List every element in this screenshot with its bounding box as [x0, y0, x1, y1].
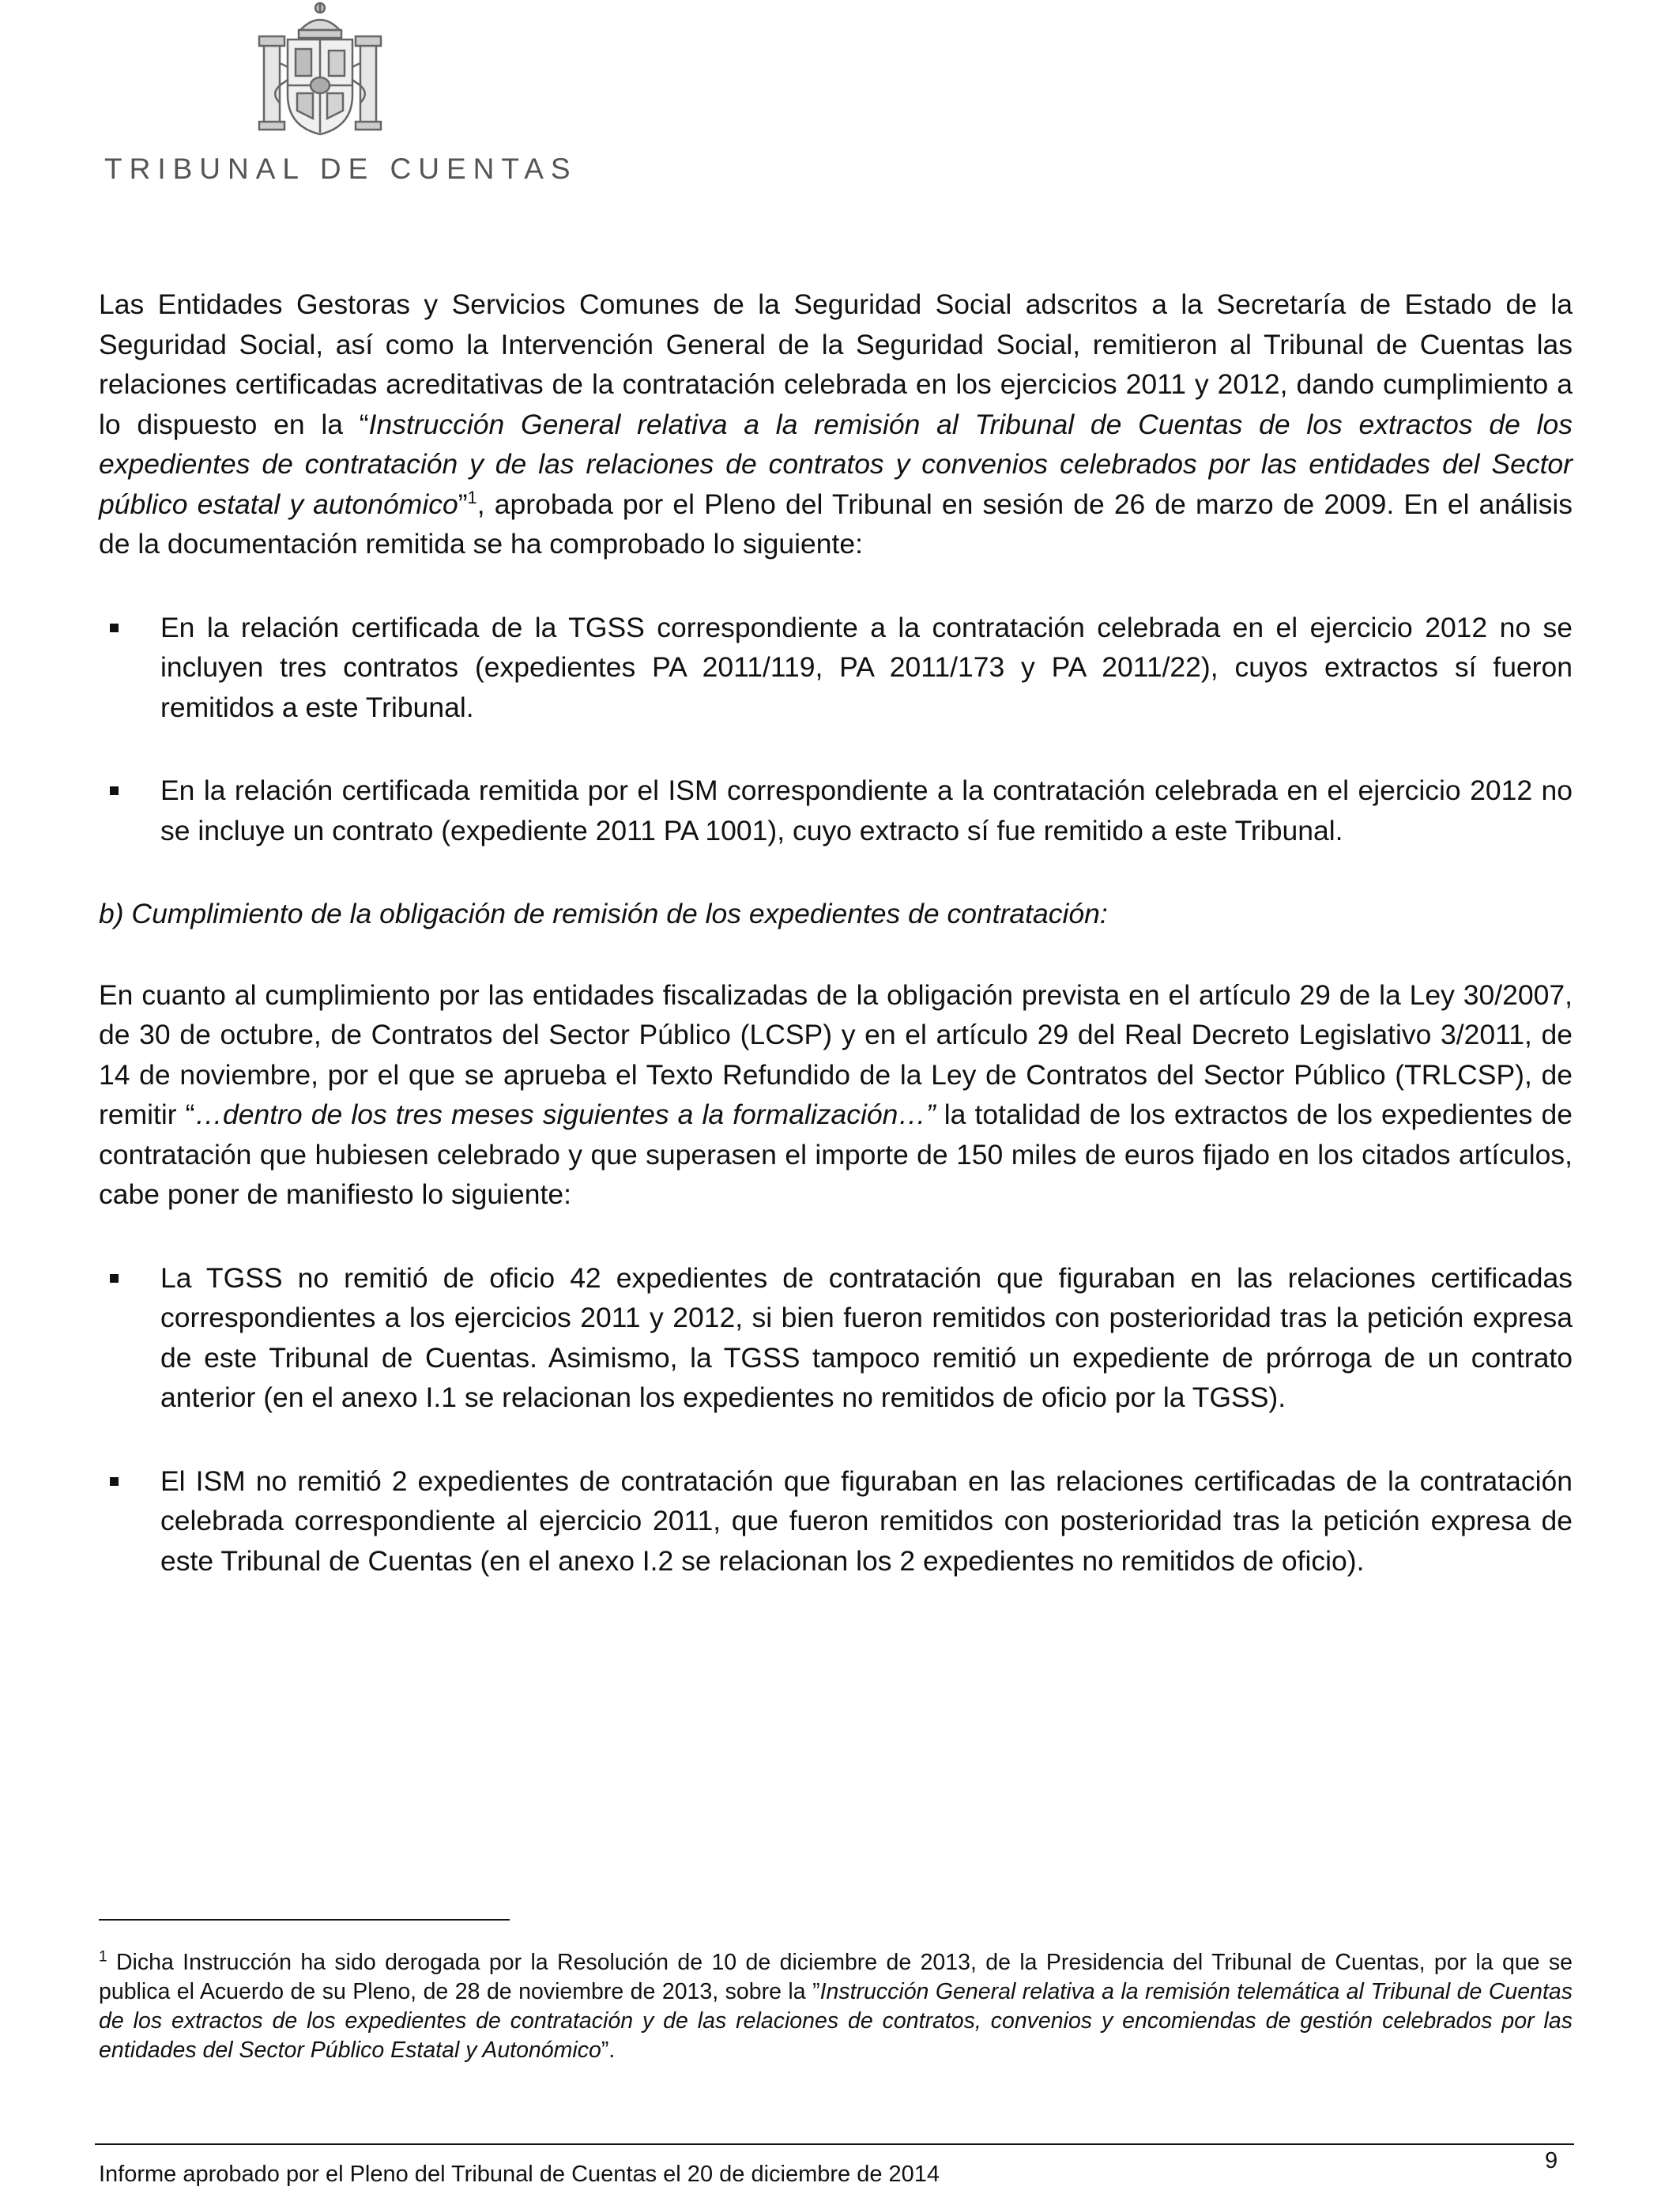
- findings-list-2: [99, 1258, 1573, 1581]
- compliance-text-2: la totalidad de los extractos de los expedientes de contratación que hubiesen celebrado y que superasen el importe de 150 miles de euros fijado en los citados artículos, cabe poner de manifiesto lo siguiente:: [99, 1099, 1573, 1210]
- footnote-text-1: Dicha Instrucción ha sido derogada por la Resolución de 10 de diciembre de 2013, de la Presidencia del Tribunal de Cuentas, por la que se publica el Acuerdo de su Pleno, de 28 de noviembre de 2013, sobre la ”: [99, 1950, 1573, 2004]
- document-body: [99, 285, 1573, 1624]
- coat-of-arms-icon: [253, 0, 387, 141]
- footer-separator: [95, 2143, 1574, 2145]
- intro-paragraph: [99, 285, 1573, 564]
- list-item: [99, 1461, 1573, 1581]
- compliance-paragraph: [99, 975, 1573, 1215]
- intro-text-2: ”: [458, 488, 468, 520]
- list-item: [99, 608, 1573, 728]
- findings-list-1: [99, 608, 1573, 851]
- list-item: [99, 771, 1573, 850]
- footnote: [99, 1948, 1573, 2065]
- list-item-text: El ISM no remitió 2 expedientes de contratación que figuraban en las relaciones certificadas de la contratación celebrada correspondiente al ejercicio 2011, que fueron remitidos con posterioridad tras la petición expresa de este Tribunal de Cuentas (en el anexo I.2 se relacionan los 2 expedientes no remitidos de oficio).: [160, 1465, 1573, 1577]
- list-item-text: En la relación certificada de la TGSS correspondiente a la contratación celebrada en el ejercicio 2012 no se incluyen tres contratos (expedientes PA 2011/119, PA 2011/173 y PA 2011/22), cuyos extractos sí fueron remitidos a este Tribunal.: [160, 611, 1573, 723]
- footnote-reference: 1: [467, 487, 477, 507]
- footer-text: Informe aprobado por el Pleno del Tribunal de Cuentas el 20 de diciembre de 2014: [99, 2162, 940, 2187]
- org-name: TRIBUNAL DE CUENTAS: [104, 153, 578, 185]
- square-bullet-icon: [110, 624, 119, 632]
- list-item: [99, 1258, 1573, 1418]
- square-bullet-icon: [110, 1477, 119, 1486]
- footnote-separator: [99, 1919, 510, 1921]
- footnote-number: 1: [99, 1948, 107, 1966]
- intro-text-3: , aprobada por el Pleno del Tribunal en sesión de 26 de marzo de 2009. En el análisis de la documentación remitida se ha comprobado lo siguiente:: [99, 488, 1573, 560]
- page-header: [0, 0, 1680, 205]
- square-bullet-icon: [110, 1274, 119, 1283]
- intro-text-1: Las Entidades Gestoras y Servicios Comunes de la Seguridad Social adscritos a la Secretaría de Estado de la Seguridad Social, así como la Intervención General de la Seguridad Social, remitieron al Tribunal de Cuentas las relaciones certificadas acreditativas de la contratación celebrada en los ejercicios 2011 y 2012, dando cumplimiento a lo dispuesto en la “: [99, 288, 1573, 440]
- intro-italic-title: Instrucción General relativa a la remisión al Tribunal de Cuentas de los extractos de los expedientes de contratación y de las relaciones de contratos y convenios celebrados por las entidades del Sector público estatal y autonómico: [99, 408, 1573, 520]
- list-item-text: En la relación certificada remitida por el ISM correspondiente a la contratación celebrada en el ejercicio 2012 no se incluye un contrato (expediente 2011 PA 1001), cuyo extracto sí fue remitido a este Tribunal.: [160, 775, 1573, 846]
- footnote-italic-title: Instrucción General relativa a la remisión telemática al Tribunal de Cuentas de los extractos de los expedientes de contratación y de las relaciones de contratos, convenios y encomiendas de gestión celebrados por las entidades del Sector Público Estatal y Autonómico: [99, 1979, 1573, 2063]
- page-number: 9: [1545, 2148, 1558, 2173]
- compliance-text-1: En cuanto al cumplimiento por las entidades fiscalizadas de la obligación prevista en el artículo 29 de la Ley 30/2007, de 30 de octubre, de Contratos del Sector Público (LCSP) y en el artículo 29 del Real Decreto Legislativo 3/2011, de 14 de noviembre, por el que se aprueba el Texto Refundido de la Ley de Contratos del Sector Público (TRLCSP), de remitir “: [99, 978, 1573, 1130]
- section-heading-b: b) Cumplimiento de la obligación de remisión de los expedientes de contratación:: [99, 898, 1108, 929]
- compliance-italic-quote: …dentro de los tres meses siguientes a la formalización…”: [194, 1099, 936, 1130]
- footnote-text-2: ”.: [601, 2038, 616, 2063]
- square-bullet-icon: [110, 786, 119, 795]
- list-item-text: La TGSS no remitió de oficio 42 expedientes de contratación que figuraban en las relaciones certificadas correspondientes a los ejercicios 2011 y 2012, si bien fueron remitidos con posterioridad tras la petición expresa de este Tribunal de Cuentas. Asimismo, la TGSS tampoco remitió un expediente de prórroga de un contrato anterior (en el anexo I.1 se relacionan los expedientes no remitidos de oficio por la TGSS).: [160, 1261, 1573, 1413]
